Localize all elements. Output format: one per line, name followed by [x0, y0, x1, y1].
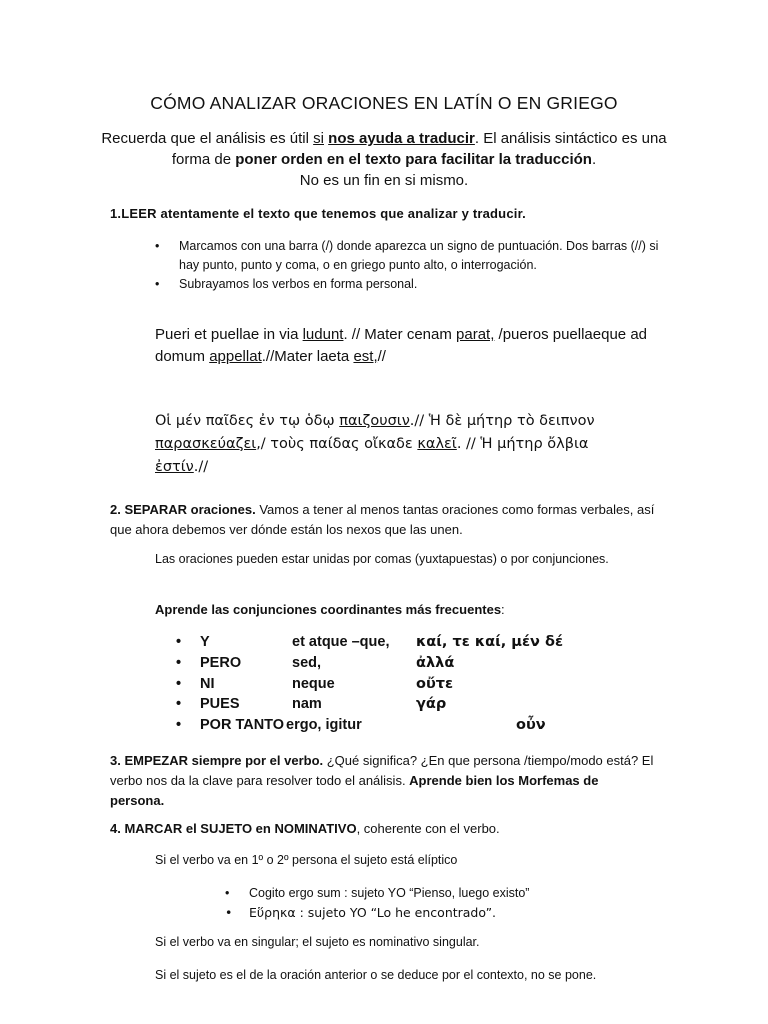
- conj-spanish: POR TANTO: [200, 717, 285, 733]
- intro-si: si: [313, 130, 324, 147]
- conj-latin: neque: [292, 676, 335, 692]
- bullet: •: [176, 655, 182, 671]
- section-2-paragraph: [110, 500, 660, 540]
- greek-verb: παρασκεύαζει: [155, 436, 257, 452]
- latin-verb: parat,: [456, 326, 495, 343]
- conjunctions-intro: [155, 602, 505, 617]
- conj-greek: οὔτε: [416, 676, 454, 692]
- page-title: CÓMO ANALIZAR ORACIONES EN LATÍN O EN GRIEGO: [150, 93, 618, 113]
- intro-text-2: . El análisis sintáctico es una forma de: [171, 130, 667, 168]
- greek-text: ,/ τοὺς παίδας οἴκαδε: [256, 436, 418, 452]
- list-item: • Εὕρηκα : sujeto YO “Lo he encontrado”.: [225, 903, 645, 922]
- greek-text: Οἱ μέν παῖδες ἐν τῳ ὁδῳ: [155, 413, 340, 429]
- latin-text: /pueros puellaeque ad domum: [155, 326, 647, 365]
- bullet: •: [176, 634, 182, 650]
- intro-text: Recuerda que el análisis es útil: [101, 130, 314, 147]
- section-4-bullets: [225, 884, 645, 922]
- conj-greek: ἀλλά: [416, 655, 455, 671]
- conj-latin: nam: [292, 696, 322, 712]
- conj-spanish: NI: [200, 676, 215, 692]
- list-item: • Cogito ergo sum : sujeto YO “Pienso, luego existo”: [225, 884, 645, 903]
- section-1-heading: 1.LEER atentamente el texto que tenemos que analizar y traducir.: [110, 206, 526, 221]
- conj-latin: sed,: [292, 655, 322, 671]
- latin-verb: ludunt: [302, 326, 344, 343]
- latin-text: //: [377, 348, 386, 365]
- latin-text: . // Mater cenam: [343, 326, 457, 343]
- intro-orden: poner orden en el texto para facilitar la traducción: [235, 151, 592, 168]
- bullet: •: [176, 696, 182, 712]
- bullet: •: [176, 717, 182, 733]
- conj-latin: et atque –que,: [292, 634, 390, 650]
- conj-spanish: PUES: [200, 696, 240, 712]
- greek-verb: καλεῖ: [417, 436, 457, 452]
- section-2-text: Vamos a tener al menos tantas oraciones como formas verbales, así que ahora debemos ver dónde están los nexos que las unen.: [110, 502, 655, 537]
- conjunctions-label: Aprende las conjunciones coordinantes más frecuentes: [155, 602, 502, 617]
- greek-text: .//: [193, 459, 209, 475]
- intro-period: .: [591, 151, 597, 168]
- intro-last-line: No es un fin en si mismo.: [299, 172, 469, 189]
- section-4-line-3: Si el sujeto es el de la oración anterior o se deduce por el contexto, no se pone.: [155, 968, 597, 982]
- list-item: • Marcamos con una barra (/) donde aparezca un signo de puntuación. Dos barras (//) si hay punto, punto y coma, o en griego punto alto, o interrogación.: [155, 237, 675, 275]
- section-4-line-1: Si el verbo va en 1º o 2º persona el sujeto está elíptico: [155, 853, 458, 867]
- conj-latin: ergo, igitur: [286, 717, 362, 733]
- greek-text: . // Ἡ μήτηρ ὄλβια: [456, 436, 589, 452]
- conj-spanish: PERO: [200, 655, 242, 671]
- conj-greek: οὖν: [516, 717, 546, 733]
- conj-spanish: Y: [200, 634, 210, 650]
- section-3-paragraph: [110, 751, 655, 811]
- section-4-text: , coherente con el verbo.: [356, 821, 500, 836]
- bullet: •: [176, 676, 182, 692]
- section-1-bullets: [155, 237, 675, 294]
- section-4-paragraph: [110, 821, 670, 836]
- intro-paragraph: [100, 128, 668, 191]
- latin-example: [155, 324, 655, 368]
- greek-text: .// Ἡ δὲ μήτηρ τὸ δειπνον: [409, 413, 595, 429]
- latin-verb: appellat: [209, 348, 262, 365]
- conj-greek: καί, τε καί, μέν δέ: [416, 634, 564, 650]
- section-3-bold-text: Aprende bien los Morfemas de persona.: [110, 773, 599, 808]
- list-item: • Subrayamos los verbos en forma personal.: [155, 275, 675, 294]
- section-3-text: ¿Qué significa? ¿En que persona /tiempo/modo está? El verbo nos da la clave para resolver todo el análisis.: [110, 753, 654, 788]
- latin-text: .//Mater laeta: [261, 348, 354, 365]
- conj-greek: γάρ: [416, 696, 447, 712]
- section-4-heading: 4. MARCAR el SUJETO en NOMINATIVO: [110, 821, 357, 836]
- section-4-line-2: Si el verbo va en singular; el sujeto es nominativo singular.: [155, 935, 480, 949]
- greek-verb: ἐστίν: [155, 459, 194, 475]
- intro-ayuda: nos ayuda a traducir: [328, 130, 475, 147]
- greek-verb: παιζουσιν: [339, 413, 410, 429]
- section-2-note: Las oraciones pueden estar unidas por comas (yuxtapuestas) o por conjunciones.: [155, 552, 609, 566]
- latin-text: Pueri et puellae in via: [155, 326, 303, 343]
- conjunctions-colon: :: [501, 602, 505, 617]
- section-2-heading: 2. SEPARAR oraciones.: [110, 502, 256, 517]
- section-3-heading: 3. EMPEZAR siempre por el verbo.: [110, 753, 324, 768]
- greek-example: [155, 410, 625, 479]
- latin-verb: est,: [353, 348, 378, 365]
